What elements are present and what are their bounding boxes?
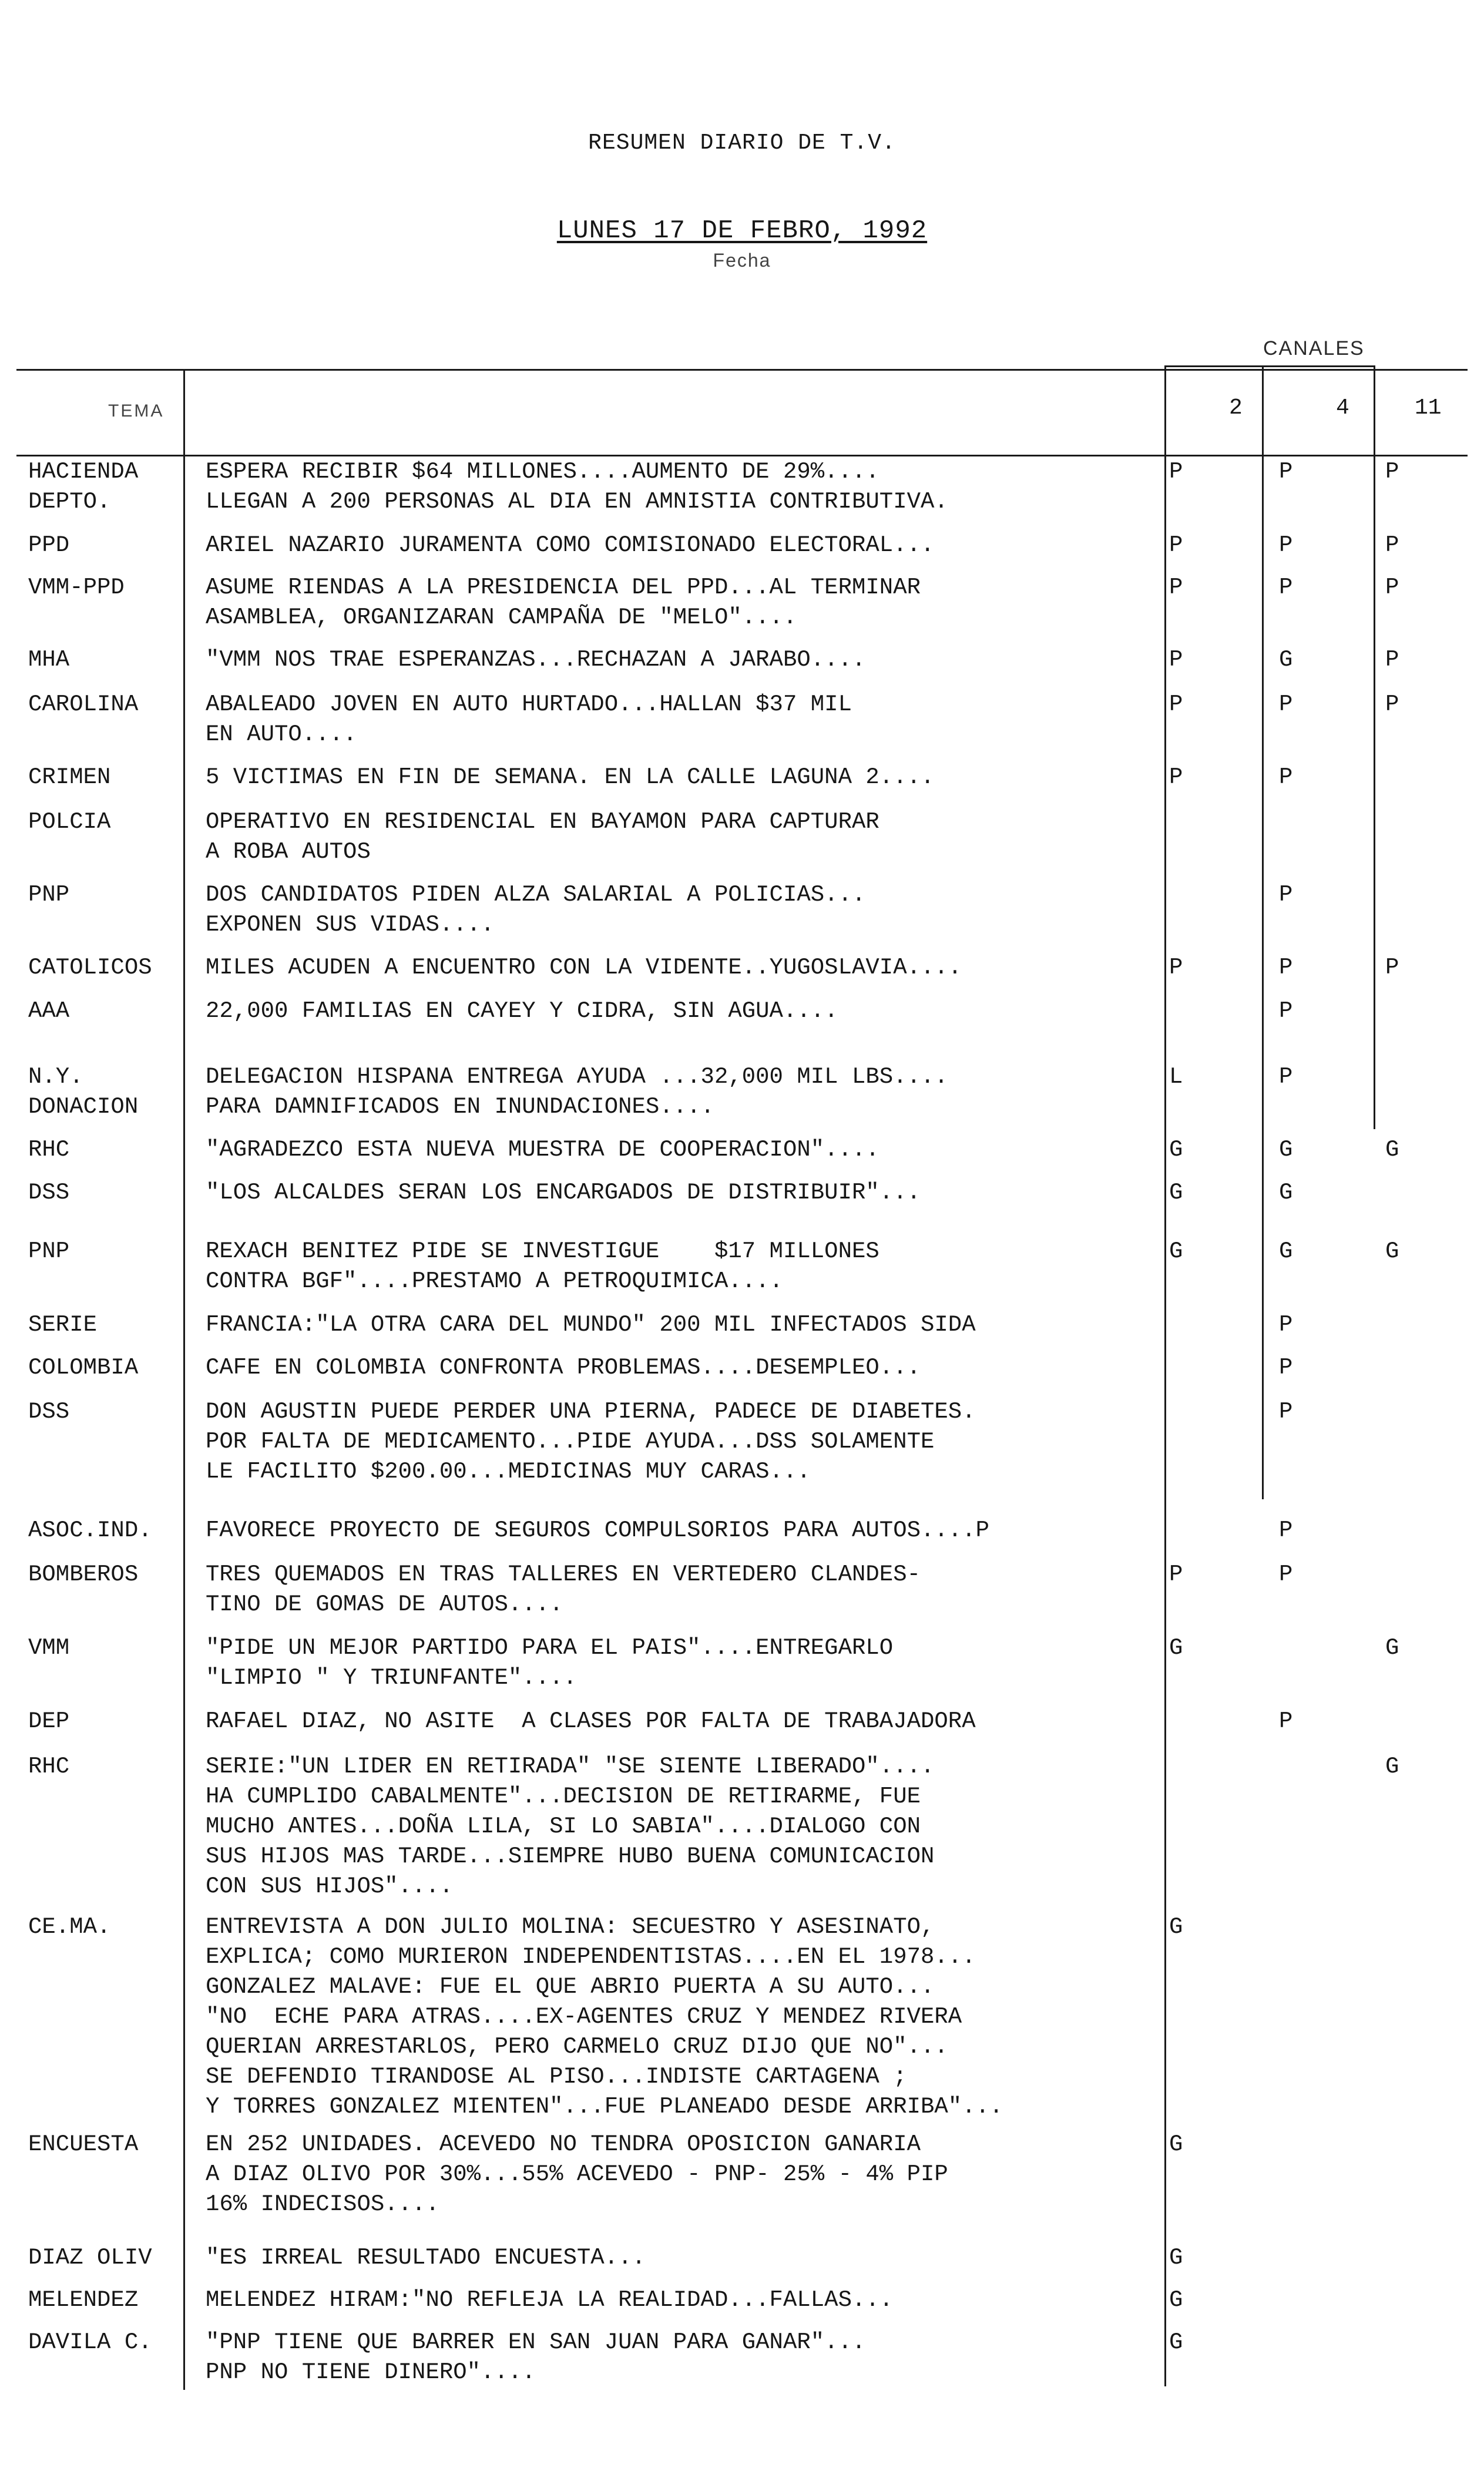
- row-tema: CRIMEN: [28, 764, 111, 790]
- channel-2-mark: P: [1169, 459, 1183, 485]
- channel-2-mark: G: [1169, 1914, 1183, 1940]
- channel-2-mark: P: [1169, 532, 1183, 558]
- row-description: [206, 573, 1169, 633]
- channel-2-mark: G: [1169, 2245, 1183, 2271]
- description-line: ESPERA RECIBIR $64 MILLONES....AUMENTO DE 29%....: [206, 459, 879, 485]
- row-tema: SERIE: [28, 1312, 98, 1338]
- description-line: SERIE:"UN LIDER EN RETIRADA" "SE SIENTE LIBERADO"....: [206, 1754, 935, 1779]
- channel-2-mark: G: [1169, 2131, 1183, 2157]
- channel-11-mark: P: [1385, 691, 1399, 717]
- row-tema: VMM: [28, 1635, 70, 1661]
- channel-4-mark: P: [1279, 575, 1293, 600]
- table-top-rule: [16, 369, 1468, 371]
- channel-11-mark: G: [1385, 1754, 1399, 1779]
- description-line: 16% INDECISOS....: [206, 2191, 439, 2217]
- description-line: LE FACILITO $200.00...MEDICINAS MUY CARAS...: [206, 1459, 811, 1485]
- channel-2-mark: G: [1169, 2287, 1183, 2313]
- row-description: [206, 2243, 1169, 2273]
- channel-4-mark: P: [1279, 532, 1293, 558]
- description-line: EN AUTO....: [206, 721, 357, 747]
- channel-11-mark: G: [1385, 1635, 1399, 1661]
- description-line: 5 VICTIMAS EN FIN DE SEMANA. EN LA CALLE LAGUNA 2....: [206, 764, 935, 790]
- row-tema: RHC: [28, 1137, 70, 1163]
- channel-2-mark: P: [1169, 955, 1183, 981]
- row-description: [206, 1912, 1169, 2122]
- row-tema: PPD: [28, 532, 70, 558]
- description-line: TRES QUEMADOS EN TRAS TALLERES EN VERTEDERO CLANDES-: [206, 1562, 921, 1587]
- description-line: MELENDEZ HIRAM:"NO REFLEJA LA REALIDAD...FALLAS...: [206, 2287, 894, 2313]
- channel-11-divider: [1374, 365, 1375, 1129]
- description-line: MUCHO ANTES...DOÑA LILA, SI LO SABIA"....DIALOGO CON: [206, 1814, 921, 1839]
- description-line: SE DEFENDIO TIRANDOSE AL PISO...INDISTE CARTAGENA ;: [206, 2064, 907, 2090]
- row-description: [206, 1237, 1169, 1297]
- channel-2-mark: G: [1169, 1635, 1183, 1661]
- channel-2-header: 2: [1229, 395, 1243, 421]
- row-description: [206, 807, 1169, 867]
- description-line: Y TORRES GONZALEZ MIENTEN"...FUE PLANEADO DESDE ARRIBA"...: [206, 2094, 1003, 2120]
- date-label: Fecha: [713, 250, 771, 271]
- row-tema: RHC: [28, 1754, 70, 1779]
- description-line: DON AGUSTIN PUEDE PERDER UNA PIERNA, PADECE DE DIABETES.: [206, 1399, 976, 1425]
- row-tema: PNP: [28, 882, 70, 908]
- row-tema: COLOMBIA: [28, 1355, 139, 1381]
- description-line: POR FALTA DE MEDICAMENTO...PIDE AYUDA...DSS SOLAMENTE: [206, 1429, 935, 1455]
- description-line: "VMM NOS TRAE ESPERANZAS...RECHAZAN A JARABO....: [206, 647, 866, 673]
- row-tema: DSS: [28, 1180, 70, 1206]
- description-line: RAFAEL DIAZ, NO ASITE A CLASES POR FALTA DE TRABAJADORA: [206, 1708, 976, 1734]
- channel-2-mark: P: [1169, 575, 1183, 600]
- channel-4-mark: P: [1279, 764, 1293, 790]
- channel-11-mark: G: [1385, 1137, 1399, 1163]
- description-line: MILES ACUDEN A ENCUENTRO CON LA VIDENTE..YUGOSLAVIA....: [206, 955, 962, 981]
- description-line: "ES IRREAL RESULTADO ENCUESTA...: [206, 2245, 646, 2271]
- row-description: [206, 1135, 1169, 1165]
- row-tema: VMM-PPD: [28, 575, 125, 600]
- description-line: PNP NO TIENE DINERO"....: [206, 2359, 536, 2385]
- channel-2-mark: G: [1169, 1137, 1183, 1163]
- channel-4-mark: P: [1279, 1517, 1293, 1543]
- channel-2-mark: G: [1169, 1180, 1183, 1206]
- row-tema: HACIENDA DEPTO.: [28, 459, 139, 515]
- row-description: [206, 1560, 1169, 1620]
- channel-11-mark: G: [1385, 1238, 1399, 1264]
- channel-4-mark: P: [1279, 1562, 1293, 1587]
- row-tema: ASOC.IND.: [28, 1517, 152, 1543]
- description-line: DOS CANDIDATOS PIDEN ALZA SALARIAL A POLICIAS...: [206, 882, 866, 908]
- row-description: [206, 1516, 1169, 1546]
- description-line: "LIMPIO " Y TRIUNFANTE"....: [206, 1665, 577, 1691]
- description-line: ASAMBLEA, ORGANIZARAN CAMPAÑA DE "MELO"....: [206, 605, 797, 630]
- row-tema: CATOLICOS: [28, 955, 152, 981]
- row-tema: DSS: [28, 1399, 70, 1425]
- channel-4-mark: P: [1279, 459, 1293, 485]
- channel-2-mark: L: [1169, 1064, 1183, 1090]
- channel-4-divider: [1262, 365, 1264, 1499]
- channel-4-header: 4: [1336, 395, 1349, 421]
- channel-11-header: 11: [1415, 395, 1442, 421]
- channel-4-mark: G: [1279, 1238, 1293, 1264]
- row-description: [206, 1633, 1169, 1693]
- channel-4-mark: P: [1279, 1708, 1293, 1734]
- row-tema: AAA: [28, 998, 70, 1024]
- channel-2-mark: P: [1169, 691, 1183, 717]
- row-tema: MELENDEZ: [28, 2287, 139, 2313]
- description-line: HA CUMPLIDO CABALMENTE"...DECISION DE RETIRARME, FUE: [206, 1784, 921, 1809]
- description-line: PARA DAMNIFICADOS EN INUNDACIONES....: [206, 1094, 714, 1120]
- description-line: EN 252 UNIDADES. ACEVEDO NO TENDRA OPOSICION GANARIA: [206, 2131, 921, 2157]
- row-description: [206, 690, 1169, 750]
- description-line: ASUME RIENDAS A LA PRESIDENCIA DEL PPD...AL TERMINAR: [206, 575, 921, 600]
- table-header-rule: [16, 455, 1468, 456]
- channel-2-mark: G: [1169, 1238, 1183, 1264]
- description-line: CAFE EN COLOMBIA CONFRONTA PROBLEMAS....DESEMPLEO...: [206, 1355, 921, 1381]
- description-line: OPERATIVO EN RESIDENCIAL EN BAYAMON PARA CAPTURAR: [206, 809, 879, 835]
- description-line: A ROBA AUTOS: [206, 839, 371, 865]
- canales-label: CANALES: [1263, 337, 1365, 360]
- description-line: EXPLICA; COMO MURIERON INDEPENDENTISTAS....EN EL 1978...: [206, 1944, 976, 1970]
- row-description: [206, 1752, 1169, 1902]
- row-description: [206, 645, 1169, 675]
- channel-4-mark: P: [1279, 955, 1293, 981]
- description-line: TINO DE GOMAS DE AUTOS....: [206, 1591, 563, 1617]
- description-line: "PIDE UN MEJOR PARTIDO PARA EL PAIS"....ENTREGARLO: [206, 1635, 894, 1661]
- channel-2-mark: P: [1169, 647, 1183, 673]
- description-line: FAVORECE PROYECTO DE SEGUROS COMPULSORIOS PARA AUTOS....P: [206, 1517, 990, 1543]
- description-line: "PNP TIENE QUE BARRER EN SAN JUAN PARA GANAR"...: [206, 2329, 866, 2355]
- description-line: SUS HIJOS MAS TARDE...SIEMPRE HUBO BUENA COMUNICACION: [206, 1844, 935, 1869]
- document-title: RESUMEN DIARIO DE T.V.: [588, 130, 896, 156]
- description-line: 22,000 FAMILIAS EN CAYEY Y CIDRA, SIN AGUA....: [206, 998, 838, 1024]
- row-description: [206, 1178, 1169, 1208]
- description-line: REXACH BENITEZ PIDE SE INVESTIGUE $17 MILLONES: [206, 1238, 879, 1264]
- channel-4-mark: P: [1279, 691, 1293, 717]
- row-tema: MHA: [28, 647, 70, 673]
- description-line: CON SUS HIJOS"....: [206, 1873, 454, 1899]
- row-tema: CAROLINA: [28, 691, 139, 717]
- row-tema: POLCIA: [28, 809, 111, 835]
- canales-rule: [1166, 365, 1375, 367]
- channel-4-mark: P: [1279, 998, 1293, 1024]
- row-description: [206, 2130, 1169, 2220]
- row-description: [206, 1397, 1169, 1487]
- row-tema: DAVILA C.: [28, 2329, 152, 2355]
- row-description: [206, 953, 1169, 983]
- document-date: LUNES 17 DE FEBRO, 1992: [556, 216, 928, 246]
- channel-11-mark: P: [1385, 955, 1399, 981]
- row-tema: DEP: [28, 1708, 70, 1734]
- description-line: ARIEL NAZARIO JURAMENTA COMO COMISIONADO ELECTORAL...: [206, 532, 935, 558]
- row-tema: DIAZ OLIV: [28, 2245, 152, 2271]
- row-description: [206, 2285, 1169, 2315]
- description-line: GONZALEZ MALAVE: FUE EL QUE ABRIO PUERTA A SU AUTO...: [206, 1974, 935, 2000]
- description-line: "AGRADEZCO ESTA NUEVA MUESTRA DE COOPERACION"....: [206, 1137, 879, 1163]
- channel-11-mark: P: [1385, 575, 1399, 600]
- channel-2-mark: P: [1169, 764, 1183, 790]
- description-line: DELEGACION HISPANA ENTREGA AYUDA ...32,000 MIL LBS....: [206, 1064, 948, 1090]
- row-description: [206, 880, 1169, 940]
- description-line: A DIAZ OLIVO POR 30%...55% ACEVEDO - PNP- 25% - 4% PIP: [206, 2161, 948, 2187]
- row-description: [206, 1353, 1169, 1383]
- channel-4-mark: P: [1279, 1399, 1293, 1425]
- description-line: QUERIAN ARRESTARLOS, PERO CARMELO CRUZ DIJO QUE NO"...: [206, 2034, 948, 2060]
- row-description: [206, 763, 1169, 793]
- row-description: [206, 2328, 1169, 2388]
- row-description: [206, 457, 1169, 517]
- row-description: [206, 996, 1169, 1026]
- description-line: "LOS ALCALDES SERAN LOS ENCARGADOS DE DISTRIBUIR"...: [206, 1180, 921, 1206]
- row-tema: PNP: [28, 1238, 70, 1264]
- channel-2-mark: G: [1169, 2329, 1183, 2355]
- row-description: [206, 1707, 1169, 1737]
- channel-2-mark: P: [1169, 1562, 1183, 1587]
- row-description: [206, 530, 1169, 560]
- channel-4-mark: P: [1279, 882, 1293, 908]
- channel-4-mark: P: [1279, 1312, 1293, 1338]
- row-tema: CE.MA.: [28, 1914, 111, 1940]
- channel-4-mark: G: [1279, 1180, 1293, 1206]
- description-line: EXPONEN SUS VIDAS....: [206, 912, 495, 938]
- description-line: ABALEADO JOVEN EN AUTO HURTADO...HALLAN $37 MIL: [206, 691, 852, 717]
- channel-4-mark: P: [1279, 1355, 1293, 1381]
- channel-11-mark: P: [1385, 647, 1399, 673]
- description-line: FRANCIA:"LA OTRA CARA DEL MUNDO" 200 MIL INFECTADOS SIDA: [206, 1312, 976, 1338]
- tema-column-divider: [183, 369, 185, 2390]
- tema-header: TEMA: [108, 401, 164, 421]
- description-line: CONTRA BGF"....PRESTAMO A PETROQUIMICA....: [206, 1268, 783, 1294]
- row-tema: ENCUESTA: [28, 2131, 139, 2157]
- description-line: LLEGAN A 200 PERSONAS AL DIA EN AMNISTIA CONTRIBUTIVA.: [206, 489, 948, 515]
- description-line: "NO ECHE PARA ATRAS....EX-AGENTES CRUZ Y MENDEZ RIVERA: [206, 2004, 962, 2030]
- channel-4-mark: P: [1279, 1064, 1293, 1090]
- row-tema: N.Y. DONACION: [28, 1064, 139, 1120]
- channel-11-mark: P: [1385, 459, 1399, 485]
- channel-11-mark: P: [1385, 532, 1399, 558]
- row-tema: BOMBEROS: [28, 1562, 139, 1587]
- row-description: [206, 1062, 1169, 1122]
- description-line: ENTREVISTA A DON JULIO MOLINA: SECUESTRO Y ASESINATO,: [206, 1914, 935, 1940]
- channel-4-mark: G: [1279, 647, 1293, 673]
- row-description: [206, 1310, 1169, 1340]
- channel-4-mark: G: [1279, 1137, 1293, 1163]
